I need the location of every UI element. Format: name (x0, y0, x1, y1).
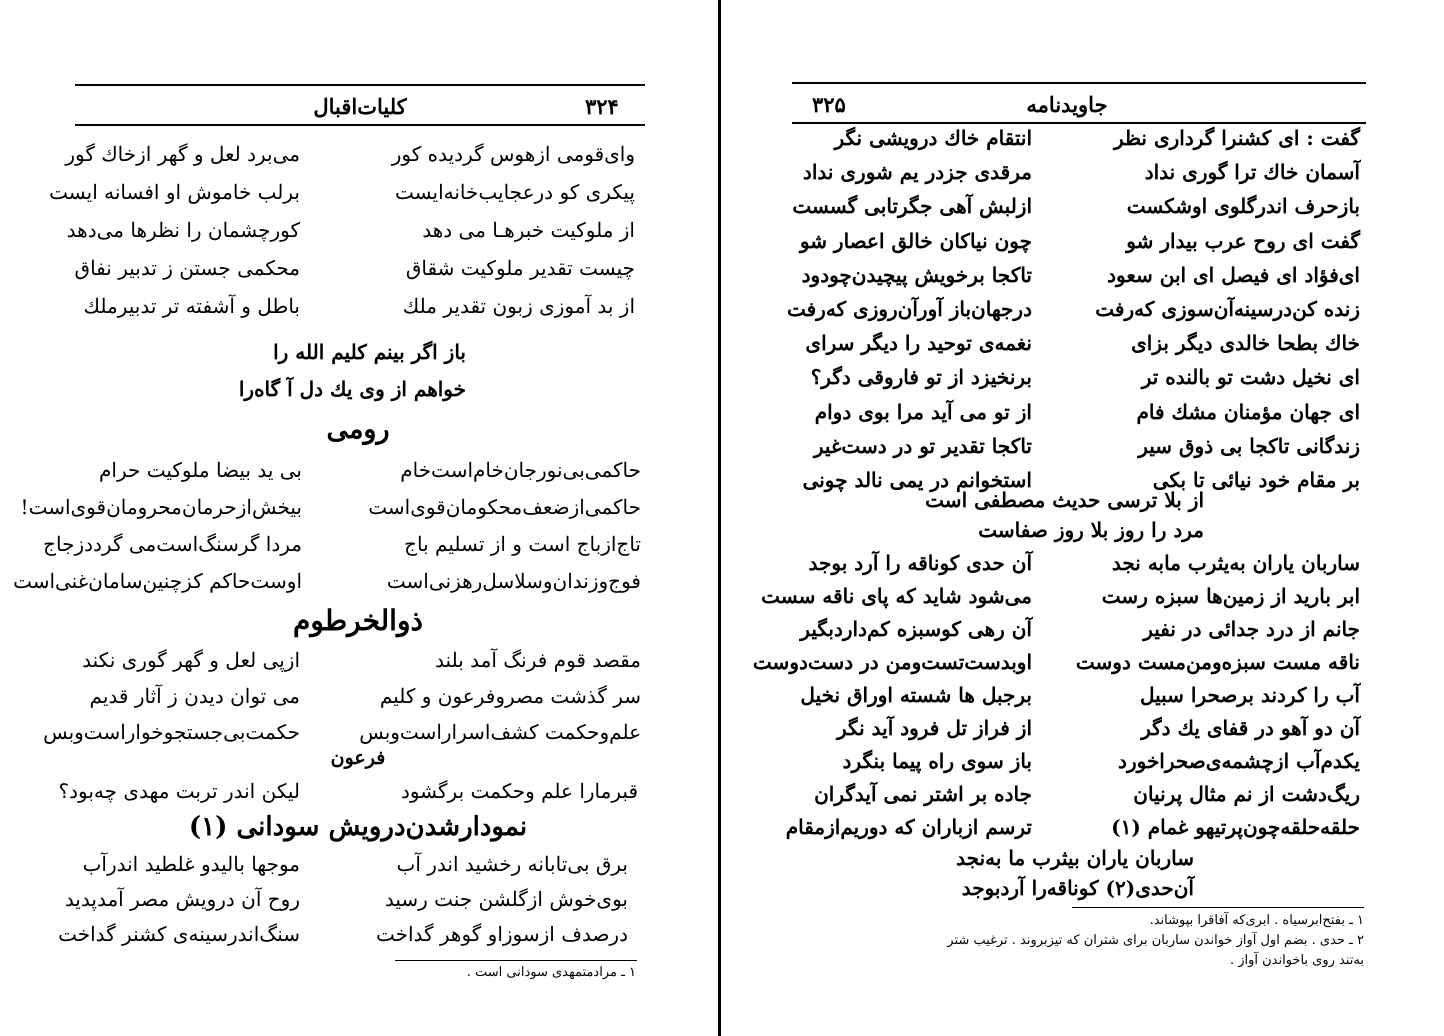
right-footnote-rule (1072, 907, 1364, 908)
verse-hemistich-first: ناقه مست سبزه‌ومن‌مست دوست (1075, 650, 1360, 674)
section-heading-firaun: فرعون (330, 747, 386, 769)
verse-hemistich-first: بر مقام خود نیائی تا بکی (1152, 468, 1360, 492)
verse-hemistich-second: از تو می آید مرا بوی دوام (814, 399, 1032, 424)
section-heading-nemudar: نمودارشدن‌درویش سودانی (۱) (188, 812, 528, 842)
verse-hemistich-second: لیکن اندر تربت مهدی چه‌بود؟ (58, 779, 300, 803)
verse-hemistich-first: خاك بطحا خالدی دیگر بزای (1131, 331, 1360, 356)
verse-hemistich-first: ابر بارید از زمین‌ها سبزه رست (1101, 584, 1360, 608)
centered-verse: ساربان یاران بیثرب ما به‌نجد (956, 846, 1194, 870)
centered-verse: از بلا ترسی حدیث مصطفی است (925, 488, 1204, 512)
verse-hemistich-first: از ملوکیت خبرهـا می دهد (422, 218, 635, 242)
verse-hemistich-second: جاده بر اشتر نمی آیدگران (814, 782, 1032, 806)
verse-hemistich-first: جانم از درد جدائی در نفیر (1143, 617, 1360, 641)
left-footnote: ۱ ـ مرادمتمهدی سودانی است . (466, 965, 636, 980)
verse-hemistich-first: آن دو آهو در قفای یك دگر (1141, 716, 1360, 740)
right-footnote-2: ۲ ـ حدی . بضم اول آواز خواندن ساربان برای شتران که تیزبروند . ترغیب شتر (947, 933, 1364, 948)
verse-hemistich-first: آب را کردند برصحرا سبیل (1139, 683, 1360, 707)
verse-hemistich-first: مقصد قوم فرنگ آمد بلند (435, 648, 641, 672)
verse-hemistich-second: آن رهی کوسبزه کم‌داردبگیر (800, 617, 1032, 641)
right-page-number: ۳۲۵ (812, 92, 846, 117)
verse-hemistich-first: یکدم‌آب ازچشمه‌ی‌صحراخورد (1118, 749, 1360, 773)
right-footnote-3: به‌تند روی باخواندن آواز . (1229, 953, 1364, 968)
verse-hemistich-first: سر گذشت مصروفرعون و کلیم (379, 684, 641, 708)
verse-hemistich-second: برنخیزد از تو فاروقی دگر؟ (810, 365, 1032, 390)
right-footnote-1: ۱ ـ بفتح‌ابرسیاه . ابری‌که آفاقرا بپوشاند. (1149, 913, 1364, 928)
verse-hemistich-second: محکمی جستن ز تدبیر نفاق (74, 256, 300, 280)
verse-hemistich-first: گفت ای روح عرب بیدار شو (1126, 228, 1360, 253)
verse-hemistich-second: از فراز تل فرود آید نگر (837, 716, 1032, 740)
verse-hemistich-first: ای نخیل دشت تو بالنده تر (1141, 365, 1360, 390)
verse-hemistich-second: می‌برد لعل و گهر ازخاك گور (65, 142, 300, 166)
verse-hemistich-second: آن حدی کوناقه را آرد بوجد (808, 551, 1032, 575)
left-header-top-rule (75, 84, 645, 86)
verse-hemistich-first: ای‌فؤاد ای فیصل ای ابن سعود (1107, 262, 1360, 287)
verse-hemistich-second: چون نیاکان خالق اعصار شو (799, 228, 1032, 253)
verse-hemistich-first: حلقه‌حلقه‌چون‌پرتیهو غمام (۱) (1111, 815, 1360, 839)
verse-hemistich-first: فوج‌وزندان‌وسلاسل‌رهزنی‌است (386, 569, 641, 593)
verse-hemistich-first: تاج‌ازباج است و از تسلیم باج (404, 532, 641, 556)
verse-hemistich-second: درجهان‌باز آورآن‌روزی که‌رفت (786, 297, 1032, 321)
verse-hemistich-second: باز سوی راه پیما بنگرد (842, 749, 1032, 773)
right-page (722, 0, 1444, 1036)
verse-hemistich-second: مرقدی جزدر یم شوری نداد (802, 160, 1032, 185)
verse-hemistich-second: بی ید بیضا ملوکیت حرام (99, 458, 302, 482)
section-heading-rumi: رومی (326, 414, 390, 445)
right-header-top-rule (792, 82, 1366, 84)
right-page-title: جاویدنامه (1026, 92, 1108, 117)
verse-hemistich-second: موجها بالیدو غلطید اندرآب (82, 852, 300, 876)
verse-hemistich-first: وای‌قومی ازهوس گردیده کور (391, 142, 635, 166)
verse-hemistich-first: ای جهان مؤمنان مشك فام (1136, 399, 1360, 424)
centered-verse: مرد را روز بلا روز صفاست (978, 518, 1204, 542)
centered-verse: آن‌حدی(۲) کوناقه‌را آردبوجد (961, 876, 1194, 900)
verse-hemistich-second: انتقام خاك درویشی نگر (834, 126, 1032, 150)
verse-hemistich-second: حکمت‌بی‌جستجوخواراست‌وبس (43, 720, 300, 744)
verse-hemistich-second: بیخش‌ازحرمان‌محرومان‌قوی‌است! (20, 495, 302, 519)
verse-hemistich-first: ریگ‌دشت از نم مثال پرنیان (1133, 782, 1360, 806)
verse-hemistich-second: سنگ‌اندرسینه‌ی کشنر گداخت (58, 922, 300, 946)
verse-hemistich-first: حاکمی‌ازضعف‌محکومان‌قوی‌است (368, 495, 641, 519)
verse-hemistich-first: زندگانی تاکجا بی ذوق سیر (1138, 433, 1360, 458)
verse-hemistich-second: ازلبش آهی جگرتابی گسست (792, 194, 1032, 219)
left-page (0, 0, 718, 1036)
centered-verse: خواهم از وی یك دل آ گاه‌را (238, 377, 466, 401)
verse-hemistich-first: ساربان یاران به‌یثرب مابه نجد (1111, 551, 1360, 575)
verse-hemistich-second: می‌شود شاید که پای ناقه سست (761, 584, 1032, 608)
centered-verse: باز اگر بینم کلیم الله را (273, 340, 466, 364)
verse-hemistich-second: مردا گرسنگ‌است‌می گرددزجاج (43, 532, 302, 556)
verse-hemistich-second: می توان دیدن ز آثار قدیم (89, 684, 300, 708)
verse-hemistich-second: تاکجا برخویش پیچیدن‌چودود (801, 262, 1032, 287)
verse-hemistich-first: بوی‌خوش ازگلشن جنت رسید (384, 887, 628, 911)
verse-hemistich-first: بازحرف اندرگلوی اوشکست (1126, 194, 1360, 219)
verse-hemistich-first: زنده کن‌درسینه‌آن‌سوزی که‌رفت (1095, 297, 1360, 321)
verse-hemistich-second: تاکجا تقدیر تو در دست‌غیر (813, 433, 1032, 458)
page-gutter (718, 0, 721, 1036)
verse-hemistich-first: گفت : ای کشنرا گرداری نظر (1113, 126, 1360, 150)
verse-hemistich-first: آسمان خاك ترا گوری نداد (1144, 160, 1360, 185)
verse-hemistich-second: استخوانم در یمی نالد چونی (802, 468, 1032, 492)
verse-hemistich-first: درصدف ازسوزاو گوهر گداخت (375, 922, 628, 946)
verse-hemistich-first: پیکری کو درعجایب‌خانه‌ایست (395, 180, 635, 204)
left-footnote-rule (395, 960, 637, 961)
verse-hemistich-first: قبرمارا علم وحکمت برگشود (400, 779, 638, 803)
verse-hemistich-second: روح آن درویش مصر آمدپدید (64, 887, 300, 911)
verse-hemistich-first: حاکمی‌بی‌نورجان‌خام‌است‌خام (400, 458, 641, 482)
verse-hemistich-first: علم‌وحکمت کشف‌اسراراست‌وبس (359, 720, 641, 744)
verse-hemistich-second: ازپی لعل و گهر گوری نکند (82, 648, 300, 672)
left-header-bottom-rule (75, 124, 645, 126)
verse-hemistich-first: برق بی‌تابانه رخشید اندر آب (396, 852, 628, 876)
verse-hemistich-first: چیست تقدیر ملوکیت شقاق (405, 256, 635, 280)
section-heading-zul-khurtum: ذوالخرطوم (293, 604, 423, 637)
verse-hemistich-second: باطل و آشفته تر تدبیرملك (83, 294, 300, 318)
verse-hemistich-second: برلب خاموش او افسانه ایست (49, 180, 300, 204)
verse-hemistich-second: اوبدست‌تست‌ومن در دست‌دوست (752, 650, 1032, 674)
verse-hemistich-second: کورچشمان را نظرها می‌دهد (66, 218, 300, 242)
verse-hemistich-second: ترسم ازباران که دوریم‌ازمقام (785, 815, 1032, 839)
verse-hemistich-first: از بد آموزی زبون تقدیر ملك (402, 294, 635, 318)
verse-hemistich-second: برجبل ها شسته اوراق نخیل (800, 683, 1032, 707)
verse-hemistich-second: اوست‌حاکم کزچنین‌سامان‌غنی‌است (13, 569, 302, 593)
left-page-number: ۳۲۴ (585, 94, 619, 119)
left-page-title: کلیات‌اقبال (313, 94, 407, 119)
verse-hemistich-second: نغمه‌ی توحید را دیگر سرای (805, 331, 1032, 356)
